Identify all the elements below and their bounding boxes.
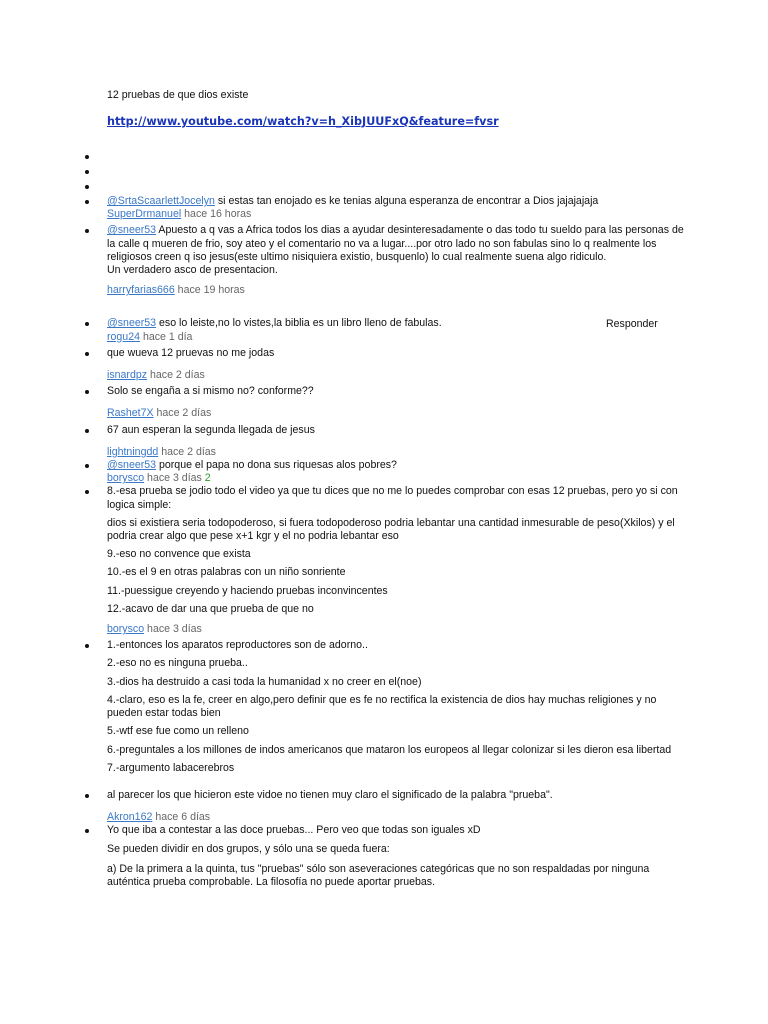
comment-time: hace 1 día — [142, 330, 193, 343]
comment-text — [85, 317, 685, 330]
comment-text-line: 11.-puessigue creyendo y haciendo pruebas inconvincentes — [107, 584, 388, 597]
comment-text-line: Un verdadero asco de presentacion. — [107, 264, 278, 277]
comment-text-line: 2.-eso no es ninguna prueba.. — [107, 657, 248, 670]
reply-button[interactable]: Responder — [606, 318, 658, 330]
comment-body: si estas tan enojado es ke tenias alguna esperanza de encontrar a Dios jajajajaja — [217, 195, 599, 207]
mention-link[interactable]: @sneer53 — [107, 459, 157, 472]
comment-text-line: 4.-claro, eso es la fe, creer en algo,pero definir que es fe no rectifica la existencia de dios hay muchas religiones y no pueden estar todas bien — [107, 693, 657, 720]
author-link[interactable]: borysco — [107, 623, 145, 636]
comment-text: 67 aun esperan la segunda llegada de jesus — [85, 424, 685, 437]
comment-time: hace 19 horas — [177, 284, 245, 297]
comment-time: hace 2 días — [156, 407, 212, 420]
comment-time: hace 3 días — [147, 472, 202, 485]
comment-text-line: 9.-eso no convence que exista — [107, 548, 251, 561]
mention-link[interactable]: @SrtaScaarlettJocelyn — [107, 195, 215, 207]
youtube-link[interactable]: http://www.youtube.com/watch?v=h_XibJUUFxQ&feature=fvsr — [107, 115, 499, 128]
comment-time: hace 3 días — [147, 623, 202, 636]
comment-body: eso lo leiste,no lo vistes,la biblia es un libro lleno de fabulas. — [159, 317, 442, 330]
author-link[interactable]: harryfarias666 — [107, 284, 175, 297]
empty-bullet — [85, 165, 685, 180]
comment-text-line: dios si existiera seria todopoderoso, si fuera todopoderoso podria lebantar una cantidad inmesurable de peso(Xkilos) y el podria crear algo que pese x+1 kgr y el no podria lebantar eso — [107, 516, 675, 543]
author-link[interactable]: isnardpz — [107, 369, 148, 382]
author-link[interactable]: Rashet7X — [107, 407, 154, 420]
document-title: 12 pruebas de que dios existe — [107, 89, 249, 101]
mention-link[interactable]: @sneer53 — [107, 317, 157, 330]
comment-time: hace 16 horas — [184, 208, 252, 221]
comment-text — [85, 459, 685, 472]
comment-text-line: 6.-preguntales a los millones de indos americanos que mataron los europeos al llegar colonizar si les dieron esa libertad — [107, 743, 672, 756]
comment-meta — [85, 369, 685, 382]
comment-text-line: 7.-argumento labacerebros — [107, 761, 235, 774]
comment-time: hace 2 días — [161, 445, 216, 458]
comment-text: al parecer los que hicieron este vidoe no tienen muy claro el significado de la palabra "prueba". — [85, 789, 685, 802]
comment-list — [85, 150, 685, 889]
comment-body: porque el papa no dona sus riquesas alos pobres? — [159, 459, 397, 472]
comment-text: Yo que iba a contestar a las doce pruebas... Pero veo que todas son iguales xD — [85, 824, 685, 837]
comment-meta — [85, 446, 685, 459]
comment-text: 1.-entonces los aparatos reproductores son de adorno.. — [85, 639, 685, 652]
comment-text: Solo se engaña a si mismo no? conforme?? — [85, 385, 685, 398]
comment-text — [85, 195, 685, 208]
comment-text-line: Se pueden dividir en dos grupos, y sólo una se queda fuera: — [107, 842, 390, 855]
author-link[interactable]: lightningdd — [107, 445, 159, 458]
comment-text-line: 12.-acavo de dar una que prueba de que no — [107, 602, 314, 615]
author-link[interactable]: rogu24 — [107, 330, 140, 343]
comment-meta — [85, 331, 685, 344]
comment-meta — [85, 811, 685, 824]
comment-meta — [85, 284, 685, 297]
author-link[interactable]: Akron162 — [107, 811, 153, 824]
comment-text-line: a) De la primera a la quinta, tus "pruebas" sólo son aseveraciones categóricas que no son respaldadas por ninguna auténtica prueba comprobable. La filosofía no puede aportar pruebas. — [107, 862, 650, 888]
comment-meta — [85, 472, 685, 485]
comment-meta — [85, 407, 685, 420]
comment-meta — [85, 623, 685, 636]
comment-text-line: 10.-es el 9 en otras palabras con un niño sonriente — [107, 566, 346, 579]
comment-body: Apuesto a q vas a Africa todos los dias a ayudar desinteresadamente o das todo tu sueldo para las personas de la calle q mueren de frio, soy ateo y el comentario no va a lugar....por otro lado no son fabulas sino lo q realmente los religiosos creen q iso jesus(este ultimo nisiquiera existio, busquenlo) lo cual realmente suena algo ridiculo. — [107, 224, 684, 263]
comment-text — [85, 224, 685, 264]
comment-meta — [85, 208, 685, 221]
empty-bullet — [85, 150, 685, 165]
mention-link[interactable]: @sneer53 — [107, 224, 157, 237]
vote-count: 2 — [204, 472, 211, 485]
empty-bullet — [85, 180, 685, 195]
comment-text-line: 5.-wtf ese fue como un relleno — [107, 725, 249, 738]
comment-text: que wueva 12 pruevas no me jodas — [85, 347, 685, 360]
comment-time: hace 2 días — [150, 369, 205, 382]
author-link[interactable]: borysco — [107, 472, 145, 485]
comment-text-line: 3.-dios ha destruido a casi toda la humanidad x no creer en el(noe) — [107, 675, 422, 688]
comment-time: hace 6 días — [155, 811, 211, 824]
comment-text: 8.-esa prueba se jodio todo el video ya que tu dices que no me lo puedes comprobar con esas 12 pruebas, pero yo si con logica simple: — [85, 485, 685, 511]
author-link[interactable]: SuperDrmanuel — [107, 208, 182, 221]
